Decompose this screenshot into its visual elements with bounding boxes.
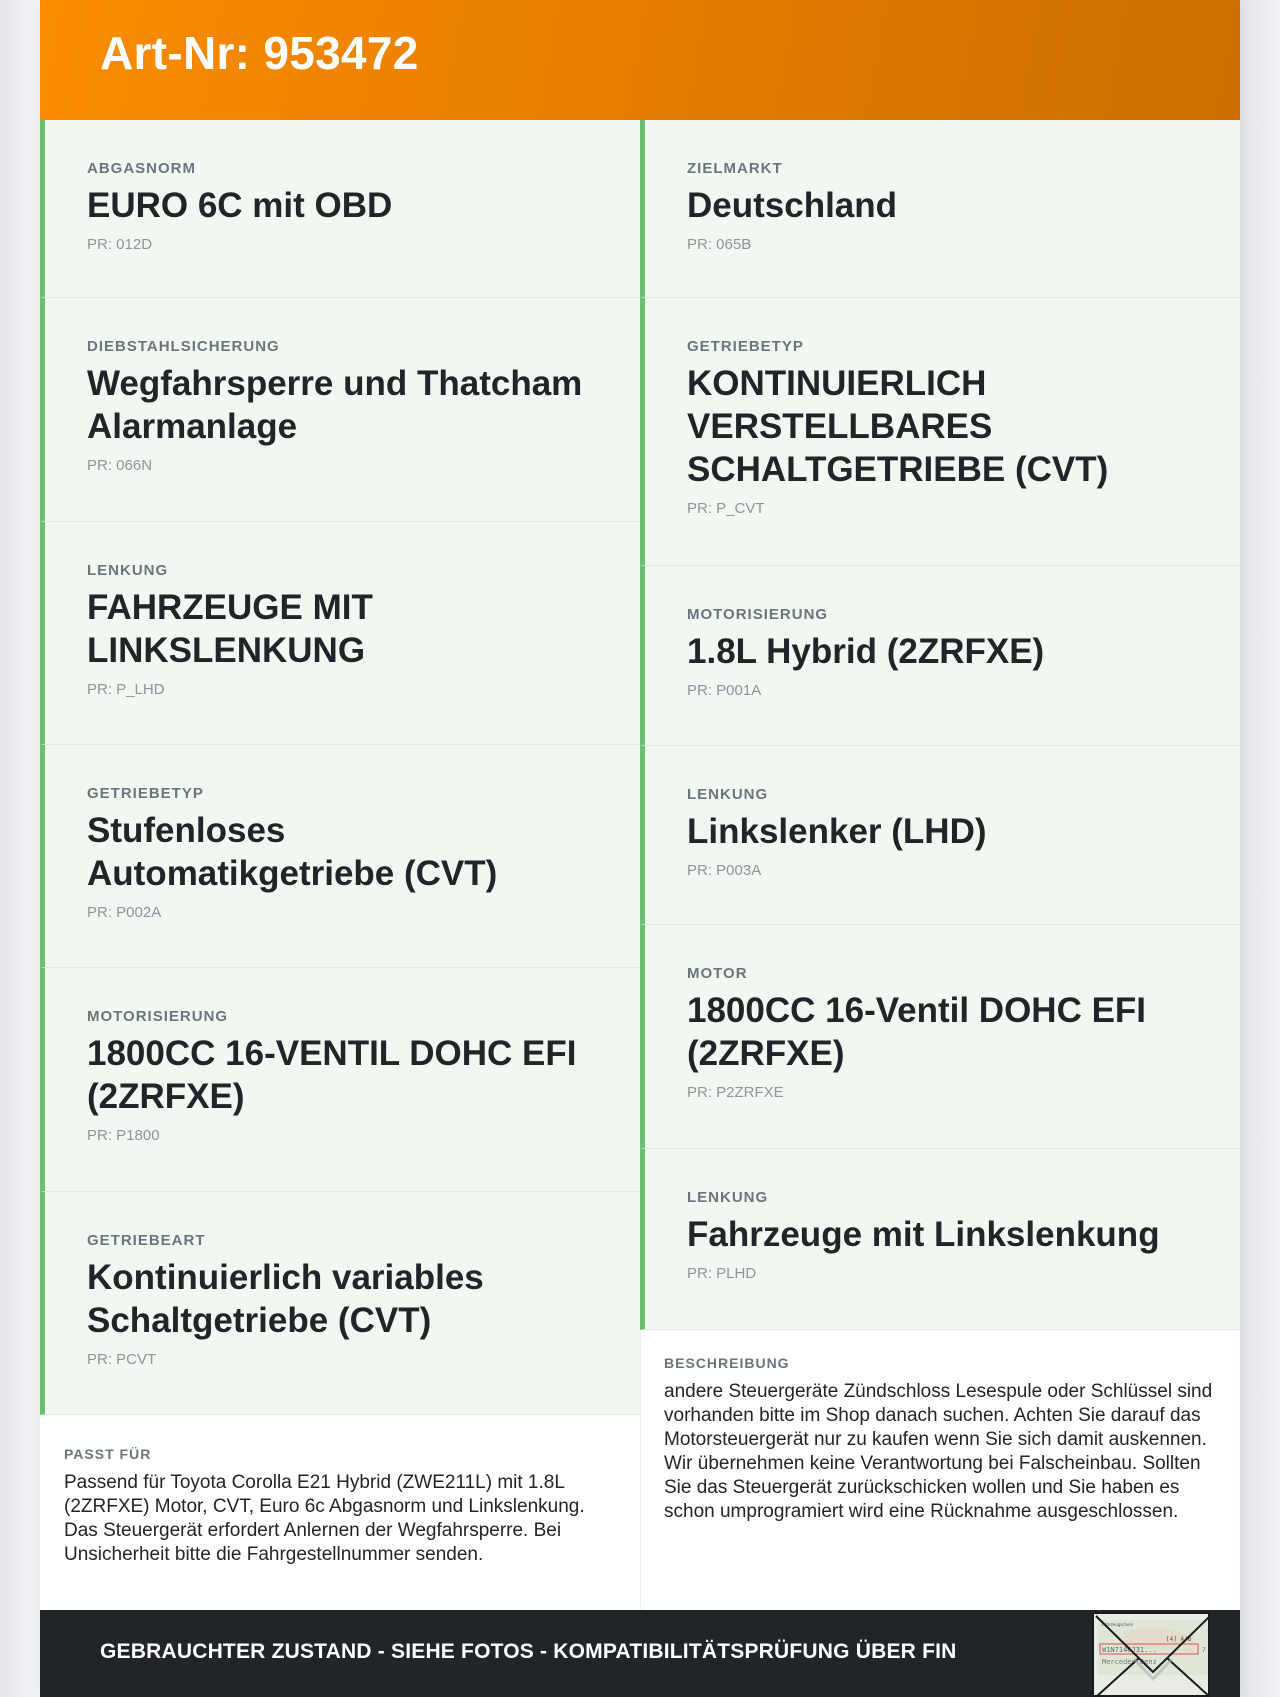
spec-card (40, 120, 640, 298)
spec-label: MOTORISIERUNG (687, 606, 829, 623)
description-section (640, 1330, 1240, 1610)
spec-pr-code: PR: P002A (87, 904, 162, 921)
svg-text:[4] A/B: [4] A/B (1166, 1636, 1192, 1643)
spec-label: LENKUNG (87, 562, 169, 579)
spec-value: Wegfahrsperre und Thatcham Alarmanlage (87, 364, 583, 446)
fin-check-thumbnail[interactable] (1092, 1612, 1210, 1697)
fits-section (40, 1415, 640, 1610)
spec-pr-code: PR: 012D (87, 236, 153, 253)
spec-card (40, 522, 640, 745)
spec-card (640, 925, 1240, 1149)
spec-value: Linkslenker (LHD) (687, 812, 987, 851)
spec-pr-code: PR: P2ZRFXE (687, 1084, 784, 1101)
spec-pr-code: PR: P001A (687, 682, 762, 699)
spec-card (640, 120, 1240, 298)
spec-card (640, 1149, 1240, 1330)
spec-value: Stufenloses Automatikgetriebe (CVT) (87, 811, 498, 893)
spec-pr-code: PR: P1800 (87, 1127, 160, 1144)
spec-label: ABGASNORM (87, 160, 196, 177)
spec-label: MOTORISIERUNG (87, 1008, 229, 1025)
product-sheet (40, 0, 1240, 1697)
envelope-icon (1094, 1614, 1210, 1697)
spec-pr-code: PR: 065B (687, 236, 752, 253)
spec-label: GETRIEBETYP (687, 338, 804, 355)
footer-bar (40, 1610, 1240, 1697)
spec-card (640, 746, 1240, 925)
spec-label: MOTOR (687, 965, 748, 982)
spec-label: LENKUNG (687, 1189, 769, 1206)
svg-text:Fahrzeugschein: Fahrzeugschein (1102, 1622, 1134, 1627)
spec-card (640, 566, 1240, 746)
condition-notice: GEBRAUCHTER ZUSTAND - SIEHE FOTOS - KOMPATIBILITÄTSPRÜFUNG ÜBER FIN (100, 1640, 957, 1663)
spec-value: 1800CC 16-Ventil DOHC EFI (2ZRFXE) (687, 991, 1147, 1073)
svg-text:7: 7 (1202, 1647, 1206, 1654)
spec-column-left (40, 120, 640, 1415)
spec-value: 1.8L Hybrid (2ZRFXE) (687, 632, 1045, 671)
fits-label: PASST FÜR (64, 1446, 152, 1462)
spec-card (40, 298, 640, 522)
spec-value: FAHRZEUGE MIT LINKSLENKUNG (87, 588, 373, 670)
fits-text: Passend für Toyota Corolla E21 Hybrid (ZWE211L) mit 1.8L (2ZRFXE) Motor, CVT, Euro 6c Abgasnorm und Linkslenkung. Das Steuergerät erfordert Anlernen der Wegfahrsperre. Bei Unsicherheit bitte die Fahrgestellnummer senden. (64, 1472, 585, 1565)
spec-card (40, 745, 640, 968)
spec-pr-code: PR: P003A (687, 862, 762, 879)
spec-pr-code: PR: P_CVT (687, 500, 765, 517)
description-text: andere Steuergeräte Zündschloss Lesespule oder Schlüssel sind vorhanden bitte im Shop danach suchen. Achten Sie darauf das Motorsteuergerät nur zu kaufen wenn Sie sich damit auskennen. Wir übernehmen keine Verantwortung bei Falscheinbau. Sollten Sie das Steuergerät zurückschicken wollen und Sie haben es schon umprogramiert wird eine Rücknahme ausgeschlossen. (664, 1381, 1213, 1522)
spec-pr-code: PR: PLHD (687, 1265, 757, 1282)
svg-text:W1N7146J31...: W1N7146J31... (1102, 1646, 1157, 1654)
spec-label: ZIELMARKT (687, 160, 783, 177)
spec-card (40, 1192, 640, 1415)
svg-text:Mercedes-Benz: Mercedes-Benz (1102, 1658, 1157, 1666)
spec-label: LENKUNG (687, 786, 769, 803)
spec-label: GETRIEBEART (87, 1232, 206, 1249)
spec-pr-code: PR: 066N (87, 457, 153, 474)
spec-card (640, 298, 1240, 566)
article-number-title: Art-Nr: 953472 (100, 27, 419, 79)
spec-value: Kontinuierlich variables Schaltgetriebe (CVT) (87, 1258, 484, 1340)
description-label: BESCHREIBUNG (664, 1355, 790, 1371)
spec-value: KONTINUIERLICH VERSTELLBARES SCHALTGETRIEBE (CVT) (687, 364, 1109, 489)
spec-label: DIEBSTAHLSICHERUNG (87, 338, 280, 355)
spec-pr-code: PR: PCVT (87, 1351, 157, 1368)
spec-pr-code: PR: P_LHD (87, 681, 165, 698)
spec-value: Fahrzeuge mit Linkslenkung (687, 1215, 1160, 1254)
spec-value: EURO 6C mit OBD (87, 186, 393, 225)
spec-value: 1800CC 16-VENTIL DOHC EFI (2ZRFXE) (87, 1034, 577, 1116)
column-divider (640, 1330, 641, 1610)
spec-column-right (640, 120, 1240, 1330)
header-banner (40, 0, 1240, 120)
spec-value: Deutschland (687, 186, 898, 225)
spec-card (40, 968, 640, 1192)
spec-label: GETRIEBETYP (87, 785, 204, 802)
